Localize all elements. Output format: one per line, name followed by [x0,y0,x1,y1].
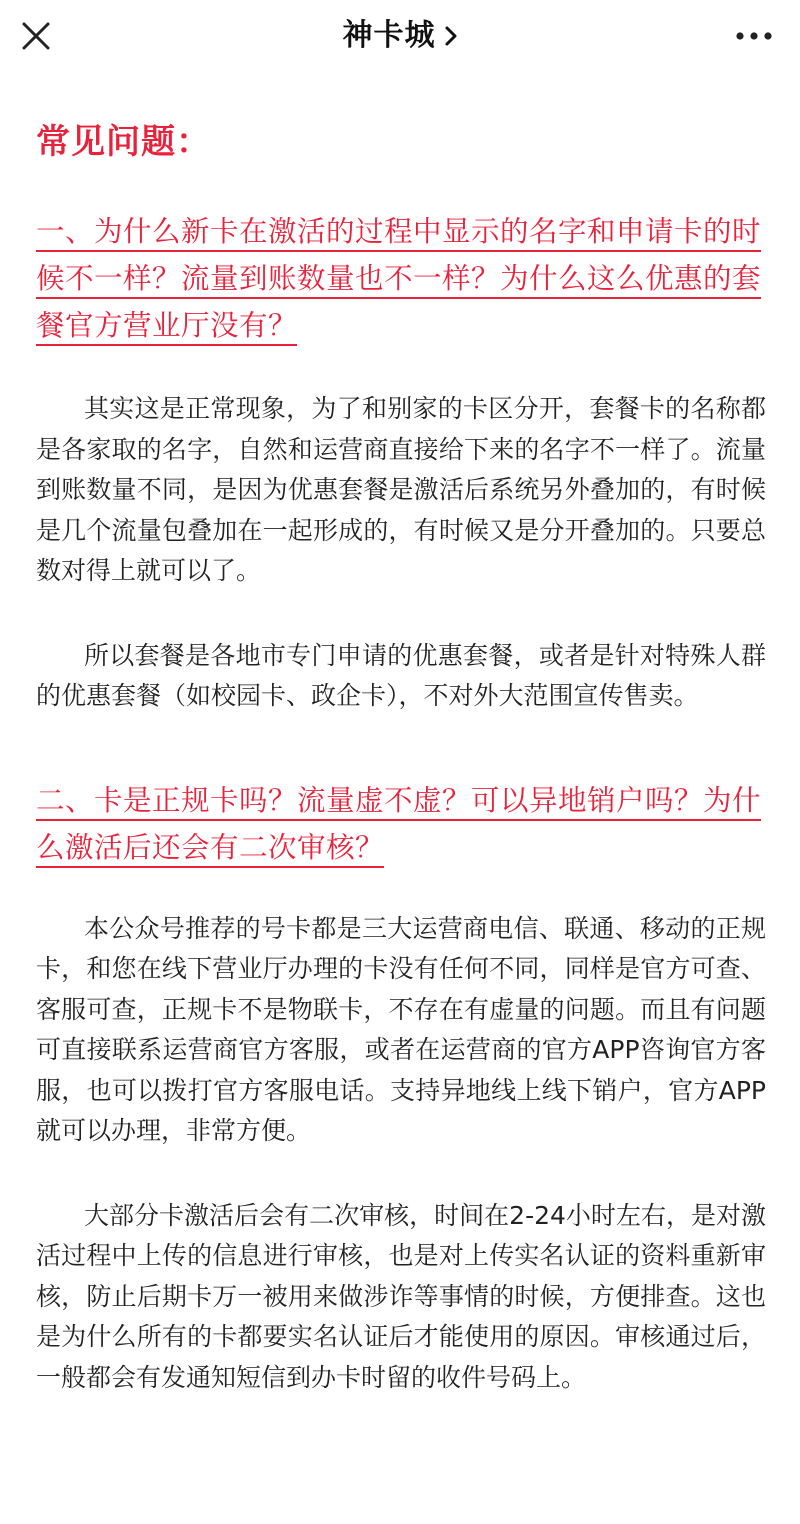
top-navigation-bar [0,0,800,76]
chevron-right-icon [444,17,458,61]
page-title: 神卡城 [342,18,436,53]
answer-1-paragraph-2: 所以套餐是各地市专门申请的优惠套餐，或者是针对特殊人群的优惠套餐（如校园卡、政企卡），不对外大范围宣传售卖。 [36,640,766,710]
account-title-button[interactable] [0,14,800,61]
article-body [36,118,766,1398]
faq-heading: 常见问题： [36,122,211,162]
question-2-text: 二、卡是正规卡吗？流量虚不虚？可以异地销户吗？为什么激活后还会有二次审核？ [36,783,762,864]
more-horizontal-icon [730,24,778,48]
question-2 [36,777,766,871]
answer-2-paragraph-2: 大部分卡激活后会有二次审核，时间在2-24小时左右，是对激活过程中上传的信息进行审核，也是对上传实名认证的资料重新审核，防止后期卡万一被用来做涉诈等事情的时候，方便排查。这也是为什么所有的卡都要实名认证后才能使用的原因。审核通过后，一般都会有发通知短信到办卡时留的收件号码上。 [36,1200,766,1392]
question-1 [36,208,766,349]
question-1-text: 一、为什么新卡在激活的过程中显示的名字和申请卡的时候不一样？流量到账数量也不一样？为什么这么优惠的套餐官方营业厅没有？ [36,215,762,342]
answer-1-paragraph-1: 其实这是正常现象，为了和别家的卡区分开，套餐卡的名称都是各家取的名字，自然和运营商直接给下来的名字不一样了。流量到账数量不同，是因为优惠套餐是激活后系统另外叠加的，有时候是几个流量包叠加在一起形成的，有时候又是分开叠加的。只要总数对得上就可以了。 [36,394,766,585]
more-options-button[interactable] [730,24,778,48]
answer-2-paragraph-1: 本公众号推荐的号卡都是三大运营商电信、联通、移动的正规卡，和您在线下营业厅办理的卡没有任何不同，同样是官方可查、客服可查，正规卡不是物联卡，不存在有虚量的问题。而且有问题可直接联系运营商官方客服，或者在运营商的官方APP咨询官方客服，也可以拨打官方客服电话。支持异地线上线下销户，官方APP就可以办理，非常方便。 [36,913,766,1145]
